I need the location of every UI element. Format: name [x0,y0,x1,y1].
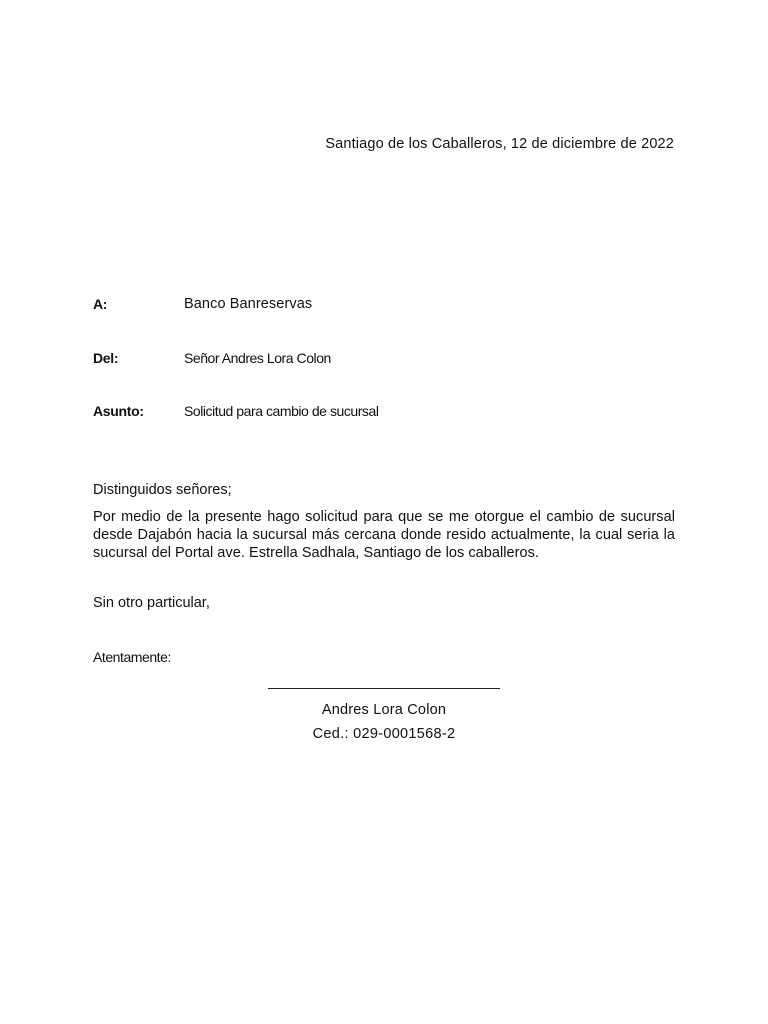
signer-id: Ced.: 029-0001568-2 [312,726,456,742]
signer-name: Andres Lora Colon [321,702,447,718]
sender-value: Señor Andres Lora Colon [184,350,331,366]
sender-row [93,350,683,370]
sender-label: Del: [93,350,119,366]
recipient-value: Banco Banreservas [184,296,313,312]
subject-value: Solicitud para cambio de sucursal [184,403,379,419]
recipient-label: A: [93,296,108,312]
closing-line: Sin otro particular, [93,595,210,611]
letter-body: Por medio de la presente hago solicitud para que se me otorgue el cambio de sucursal desde Dajabón hacia la sucursal más cercana donde resido actualmente, la cual seria la sucursal del Portal ave. Estrella Sadhala, Santiago de los caballeros. [93,509,675,561]
recipient-row [93,296,683,316]
signature-block [234,674,534,742]
subject-row [93,403,683,423]
signature-line [268,674,500,689]
subject-label: Asunto: [93,403,144,419]
letter-dateline: Santiago de los Caballeros, 12 de diciembre de 2022 [325,136,674,152]
salutation: Distinguidos señores; [93,482,232,498]
regards-line: Atentamente: [93,649,171,665]
